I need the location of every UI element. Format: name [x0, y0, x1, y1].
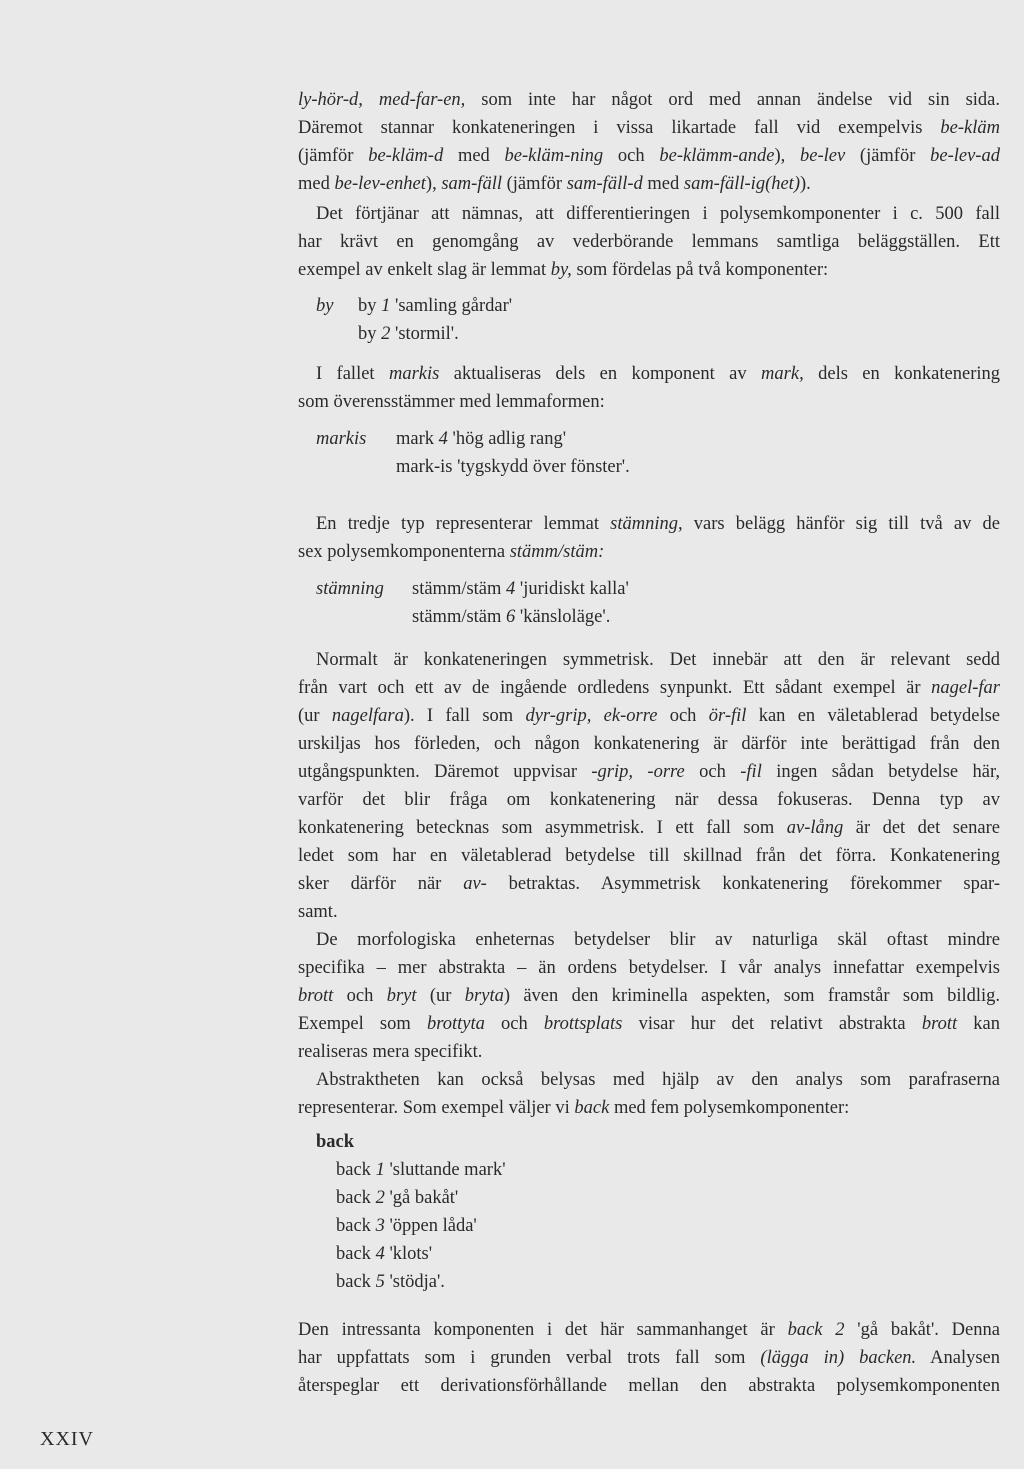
- example-back-component-3: back 3 'öppen låda': [336, 1216, 477, 1236]
- example-lemma-back: back: [316, 1132, 355, 1152]
- para1-line-4: med be-lev-enhet), sam-fäll (jämför sam-fäll-d med sam-fäll-ig(het)).: [298, 174, 811, 194]
- example-lemma-by: by: [316, 296, 334, 316]
- para5-line-2: från vart och ett av de ingående ordledens synpunkt. Ett sådant exempel är nagel-far: [298, 678, 1000, 698]
- para6-line-2: specifika – mer abstrakta – än ordens betydelser. I vår analys innefattar exempelvis: [298, 958, 1000, 978]
- example-back-component-2: back 2 'gå bakåt': [336, 1188, 459, 1208]
- example-stamning-component-2: stämm/stäm 6 'känsloläge'.: [412, 607, 611, 627]
- example-lemma-stamning: stämning: [316, 579, 384, 599]
- example-back-component-5: back 5 'stödja'.: [336, 1272, 445, 1292]
- para7-line-2: representerar. Som exempel väljer vi back med fem polysemkomponenter:: [298, 1098, 850, 1118]
- para5-line-3: (ur nagelfara). I fall som dyr-grip, ek-orre och ör-fil kan en väletablerad betydelse: [298, 706, 1001, 726]
- para6-line-1: De morfologiska enheternas betydelser blir av naturliga skäl oftast mindre: [316, 930, 1000, 950]
- para7-line-1: Abstraktheten kan också belysas med hjälp av den analys som parafraserna: [316, 1070, 1000, 1090]
- example-markis-component-2: mark-is 'tygskydd över fönster'.: [396, 457, 630, 477]
- para5-line-9: sker därför när av- betraktas. Asymmetrisk konkatenering förekommer spar-: [298, 874, 1000, 894]
- example-lemma-markis: markis: [316, 429, 367, 449]
- para5-line-1: Normalt är konkateneringen symmetrisk. Det innebär att den är relevant sedd: [316, 650, 1000, 670]
- para8-line-3: återspeglar ett derivationsförhållande mellan den abstrakta polysemkomponenten: [298, 1376, 1000, 1396]
- example-stamning-component-1: stämm/stäm 4 'juridiskt kalla': [412, 579, 629, 599]
- para1-line-2: Däremot stannar konkateneringen i vissa likartade fall vid exempelvis be-kläm: [298, 118, 1000, 138]
- para1-line-1: ly-hör-d, med-far-en, som inte har något ord med annan ändelse vid sin sida.: [298, 90, 1000, 110]
- para2-line-3: exempel av enkelt slag är lemmat by, som fördelas på två komponenter:: [298, 260, 829, 280]
- example-markis-component-1: mark 4 'hög adlig rang': [396, 429, 567, 449]
- page-number: XXIV: [40, 1428, 94, 1450]
- para5-line-8: ledet som har en väletablerad betydelse till skillnad från det förra. Konkatenering: [298, 846, 1000, 866]
- example-by-component-1: by 1 'samling gårdar': [358, 296, 513, 316]
- para2-line-1: Det förtjänar att nämnas, att differentieringen i polysemkomponenter i c. 500 fall: [316, 204, 1000, 224]
- example-back-component-4: back 4 'klots': [336, 1244, 433, 1264]
- para6-line-3: brott och bryt (ur bryta) även den kriminella aspekten, som framstår som bildlig.: [298, 986, 1001, 1006]
- para6-line-4: Exempel som brottyta och brottsplats visar hur det relativt abstrakta brott kan: [298, 1014, 1000, 1034]
- para5-line-4: urskiljas hos förleden, och någon konkatenering är därför inte berättigad från den: [298, 734, 1000, 754]
- para5-line-7: konkatenering betecknas som asymmetrisk. I ett fall som av-lång är det det senare: [298, 818, 1000, 838]
- para2-line-2: har krävt en genomgång av vederbörande lemmans samtliga beläggställen. Ett: [298, 232, 1000, 252]
- example-by-component-2: by 2 'stormil'.: [358, 324, 459, 344]
- example-back-component-1: back 1 'sluttande mark': [336, 1160, 506, 1180]
- para4-line-2: sex polysemkomponenterna stämm/stäm:: [298, 542, 605, 562]
- para3-line-1: I fallet markis aktualiseras dels en komponent av mark, dels en konkatenering: [316, 364, 1000, 384]
- para1-line-3: (jämför be-kläm-d med be-kläm-ning och be-klämm-ande), be-lev (jämför be-lev-ad: [298, 146, 1000, 166]
- para8-line-2: har uppfattats som i grunden verbal trots fall som (lägga in) backen. Analysen: [298, 1348, 1000, 1368]
- para5-line-5: utgångspunkten. Däremot uppvisar -grip, -orre och -fil ingen sådan betydelse här,: [298, 762, 1000, 782]
- para5-line-10: samt.: [298, 902, 338, 922]
- para4-line-1: En tredje typ representerar lemmat stämning, vars belägg hänför sig till två av de: [316, 514, 1000, 534]
- para6-line-5: realiseras mera specifikt.: [298, 1042, 483, 1062]
- para3-line-2: som överensstämmer med lemmaformen:: [298, 392, 605, 412]
- para5-line-6: varför det blir fråga om konkatenering när dessa fokuseras. Denna typ av: [298, 790, 1000, 810]
- para8-line-1: Den intressanta komponenten i det här sammanhanget är back 2 'gå bakåt'. Denna: [298, 1320, 1000, 1340]
